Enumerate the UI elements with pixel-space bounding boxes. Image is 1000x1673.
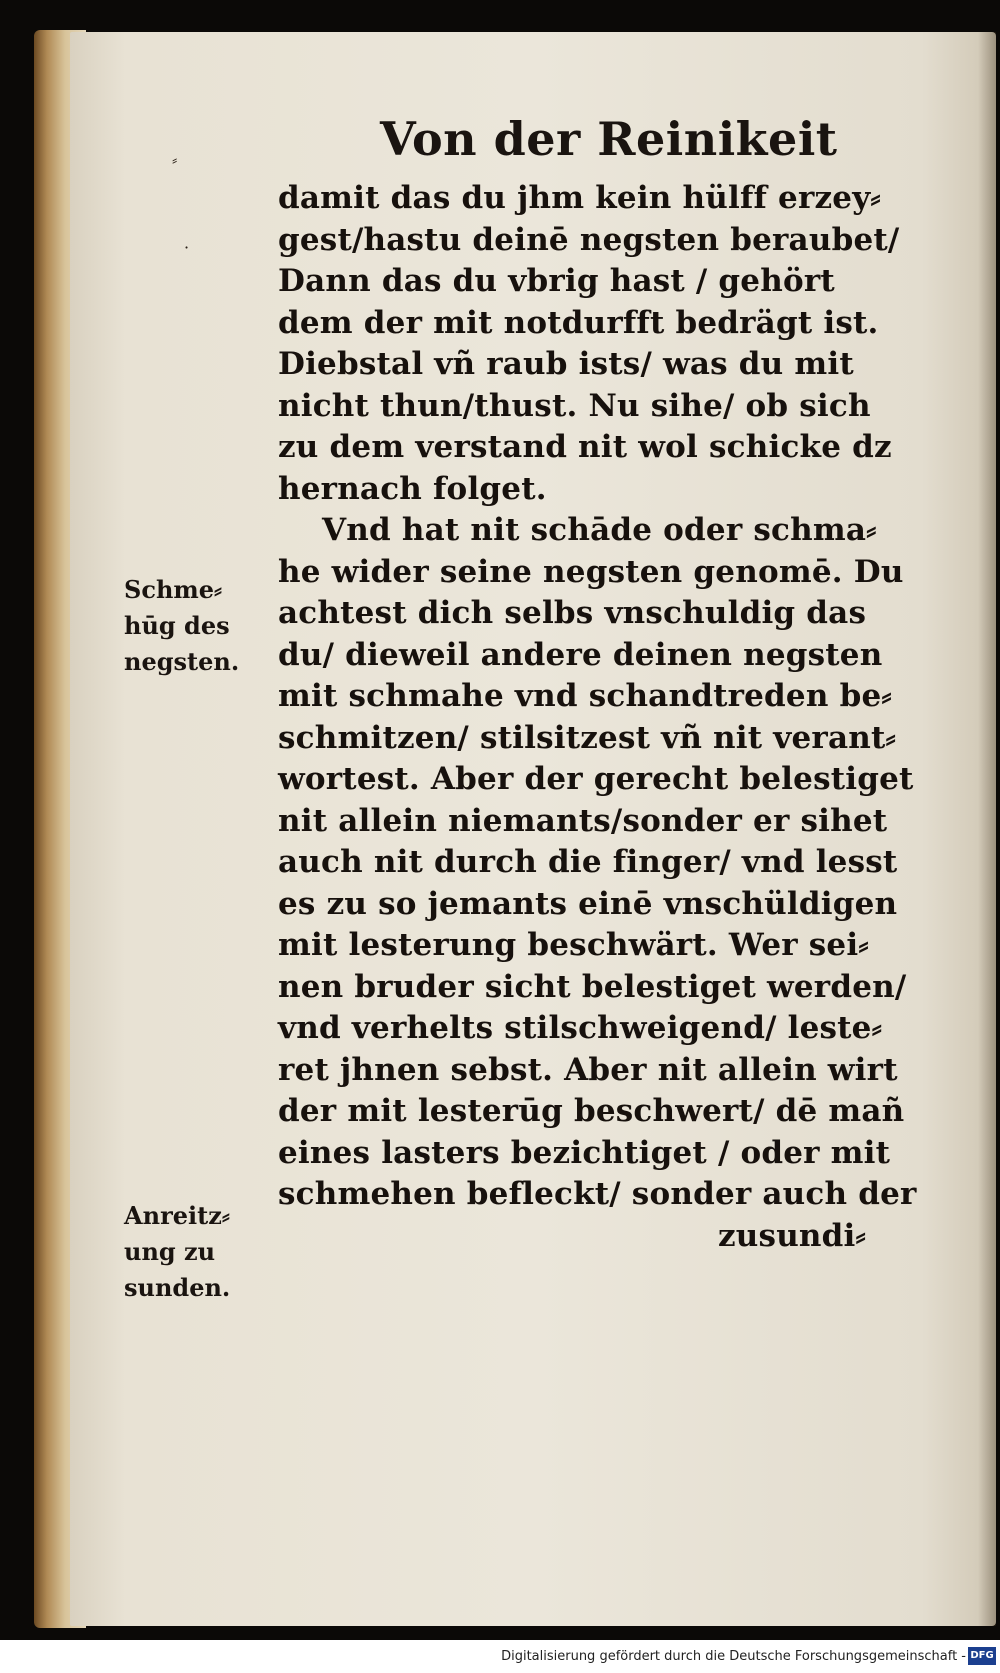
text-line: ret jhnen sebst. Aber nit allein wirt bbox=[278, 1051, 898, 1088]
text-line: es zu so jemants einē vnschüldigen bbox=[278, 885, 898, 922]
funding-credit: Digitalisierung gefördert durch die Deutsche Forschungsgemeinschaft - bbox=[501, 1649, 966, 1664]
marginal-note bbox=[124, 1198, 230, 1306]
text-line: eines lasters bezichtiget / oder mit bbox=[278, 1134, 891, 1171]
text-line: damit das du jhm kein hülff erzey⸗ bbox=[278, 180, 881, 216]
marginal-line: ung zu bbox=[124, 1237, 216, 1266]
catchword: zusundi⸗ bbox=[718, 1217, 867, 1254]
marginal-line: Schme⸗ bbox=[124, 575, 223, 604]
margin-mark: · bbox=[184, 238, 190, 257]
text-line: achtest dich selbs vnschuldig das bbox=[278, 595, 867, 631]
text-line: wortest. Aber der gerecht belestiget bbox=[278, 761, 914, 797]
text-line: auch nit durch die finger/ vnd lesst bbox=[278, 844, 898, 880]
footer-bar bbox=[0, 1640, 1000, 1673]
text-line: schmitzen/ stilsitzest vñ nit verant⸗ bbox=[278, 719, 897, 756]
text-line: zu dem verstand nit wol schicke dz bbox=[278, 429, 892, 465]
marginal-line: Anreitz⸗ bbox=[124, 1201, 230, 1230]
text-line: dem der mit notdurfft bedrägt ist. bbox=[278, 304, 879, 341]
text-line: mit lesterung beschwärt. Wer sei⸗ bbox=[278, 927, 869, 963]
text-line: der mit lesterūg beschwert/ dē mañ bbox=[278, 1093, 905, 1129]
text-line: he wider seine negsten genomē. Du bbox=[278, 553, 904, 590]
marginal-line: negsten. bbox=[124, 647, 240, 676]
text-line: hernach folget. bbox=[278, 470, 547, 507]
dfg-logo: DFG bbox=[968, 1647, 996, 1665]
text-line: nicht thun/thust. Nu sihe/ ob sich bbox=[278, 387, 871, 424]
text-line: du/ dieweil andere deinen negsten bbox=[278, 636, 883, 673]
text-line: vnd verhelts stilschweigend/ leste⸗ bbox=[278, 1010, 883, 1046]
text-line: mit schmahe vnd schandtreden be⸗ bbox=[278, 678, 892, 714]
marginal-line: sunden. bbox=[124, 1273, 231, 1302]
marginal-note bbox=[124, 572, 239, 680]
page-gutter-shadow bbox=[978, 32, 996, 1626]
text-line: Vnd hat nit schāde oder schma⸗ bbox=[322, 512, 877, 548]
running-head: Von der Reinikeit bbox=[380, 112, 838, 166]
text-line: nit allein niemants/sonder er sihet bbox=[278, 802, 888, 839]
text-line: gest/hastu deinē negsten beraubet/ bbox=[278, 221, 900, 258]
text-line: Diebstal vñ raub ists/ was du mit bbox=[278, 346, 854, 382]
marginal-line: hūg des bbox=[124, 611, 230, 640]
text-line: schmehen befleckt/ sonder auch der bbox=[278, 1176, 917, 1212]
margin-mark: ⸗ bbox=[172, 150, 178, 169]
body-text bbox=[278, 178, 938, 1257]
text-line: nen bruder sicht belestiget werden/ bbox=[278, 968, 907, 1005]
text-line: Dann das du vbrig hast / gehört bbox=[278, 263, 835, 299]
